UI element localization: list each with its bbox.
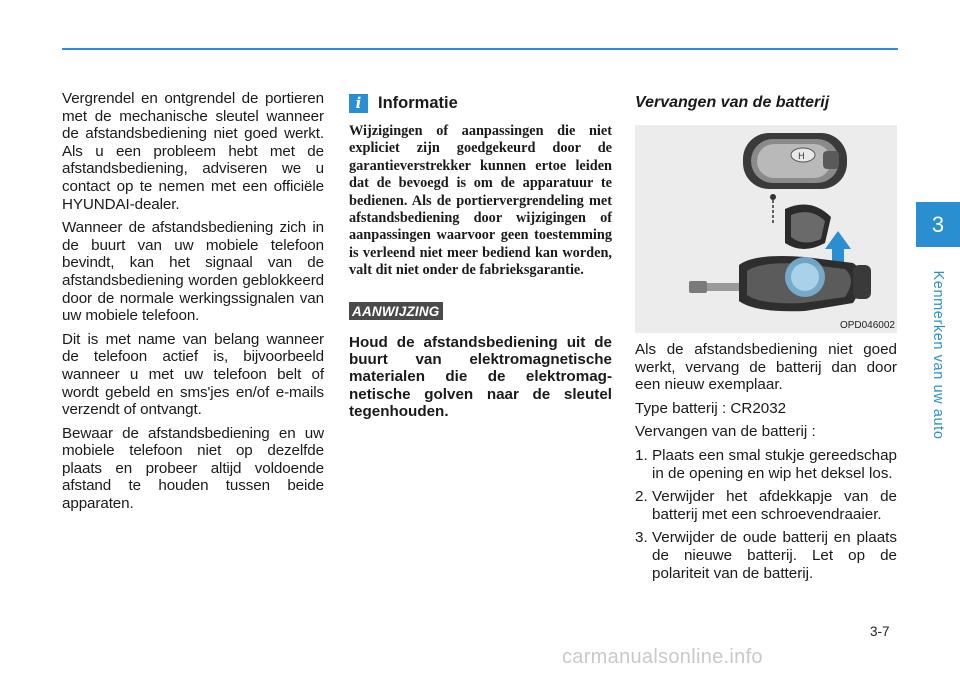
step-text: Verwijder de oude batterij en plaats de nieuwe batterij. Let op de polariteit van de batterij. — [652, 529, 897, 582]
info-header — [349, 94, 612, 113]
warning-badge: AANWIJZING — [349, 302, 443, 320]
watermark: carmanualsonline.info — [562, 646, 763, 668]
info-body: Wijzigingen of aanpassingen die niet expliciet zijn goedgekeurd door de garantieverstrekker kunnen ertoe leiden dat de bevoegd is om de apparatuur te bedienen. Als de portiervergrendeling met afstandsbediening door wijzigingen of aanpassingen waarvoor geen toestemming is verleend niet meer bediend kan worden, valt dit niet onder de fabrieksgarantie. — [349, 123, 612, 279]
steps-heading: Vervangen van de batterij : — [635, 423, 816, 441]
key-fob-top — [743, 133, 847, 189]
list-item — [635, 529, 897, 582]
section-title: Vervangen van de batterij — [635, 94, 830, 111]
screw — [770, 194, 776, 225]
battery-cover — [785, 205, 831, 250]
svg-text:H: H — [798, 152, 805, 162]
chapter-tab: 3 — [916, 202, 960, 247]
step-number: 3. — [635, 529, 648, 547]
figure-code: OPD046002 — [839, 320, 895, 331]
info-title: Informatie — [378, 94, 458, 112]
paragraph: Vergrendel en ontgrendel de portieren met de mechanische sleutel wanneer de afstandsbediening niet goed werkt. Als u een probleem hebt met de afstandsbediening, adviseren we u contact op te nemen met een officiële HYUNDAI-dealer. — [62, 90, 324, 213]
paragraph: Bewaar de afstandsbediening en uw mobiele telefoon niet op dezelfde plaats en probeer altijd voldoende afstand te houden tussen beide apparaten. — [62, 424, 324, 513]
info-icon: i — [349, 94, 368, 113]
chapter-label-text: Kenmerken van uw auto — [930, 270, 946, 440]
step-text: Plaats een smal stukje gereedschap in de opening en wip het deksel los. — [652, 446, 897, 482]
remote-key-illustration — [635, 125, 897, 333]
warning-body: Houd de afstandsbediening uit de buurt van elektromagnetische materialen die de elektromag-netische golven naar de sleutel tegenhouden. — [349, 333, 612, 421]
key-battery-figure — [635, 125, 897, 333]
step-text: Verwijder het afdekkapje van de batterij met een schroevendraaier. — [652, 488, 897, 523]
step-number: 2. — [635, 488, 648, 506]
list-item — [635, 488, 897, 523]
battery-intro: Als de afstandsbediening niet goed werkt, vervang de batterij dan door een nieuw exemplaar. — [635, 341, 897, 394]
battery-type: Type batterij : CR2032 — [635, 399, 787, 417]
key-body-bottom — [689, 256, 871, 311]
top-rule — [62, 48, 898, 50]
paragraph: Dit is met name van belang wanneer de telefoon actief is, bijvoorbeeld wanneer u met uw telefoon belt of wordt gebeld en sms'jes en/of e-mails verzendt of ontvangt. — [62, 330, 324, 419]
column-right — [635, 90, 897, 588]
step-number: 1. — [635, 446, 648, 464]
steps-list — [635, 447, 897, 582]
paragraph: Wanneer de afstandsbediening zich in de buurt van uw mobiele telefoon bevindt, kan het signaal van de afstandsbediening worden geblokkeerd door de normale werkingssignalen van uw mobiele telefoon. — [62, 219, 324, 325]
column-middle — [349, 90, 612, 421]
column-left — [62, 90, 324, 519]
list-item — [635, 447, 897, 482]
page-number: 3-7 — [870, 624, 890, 639]
